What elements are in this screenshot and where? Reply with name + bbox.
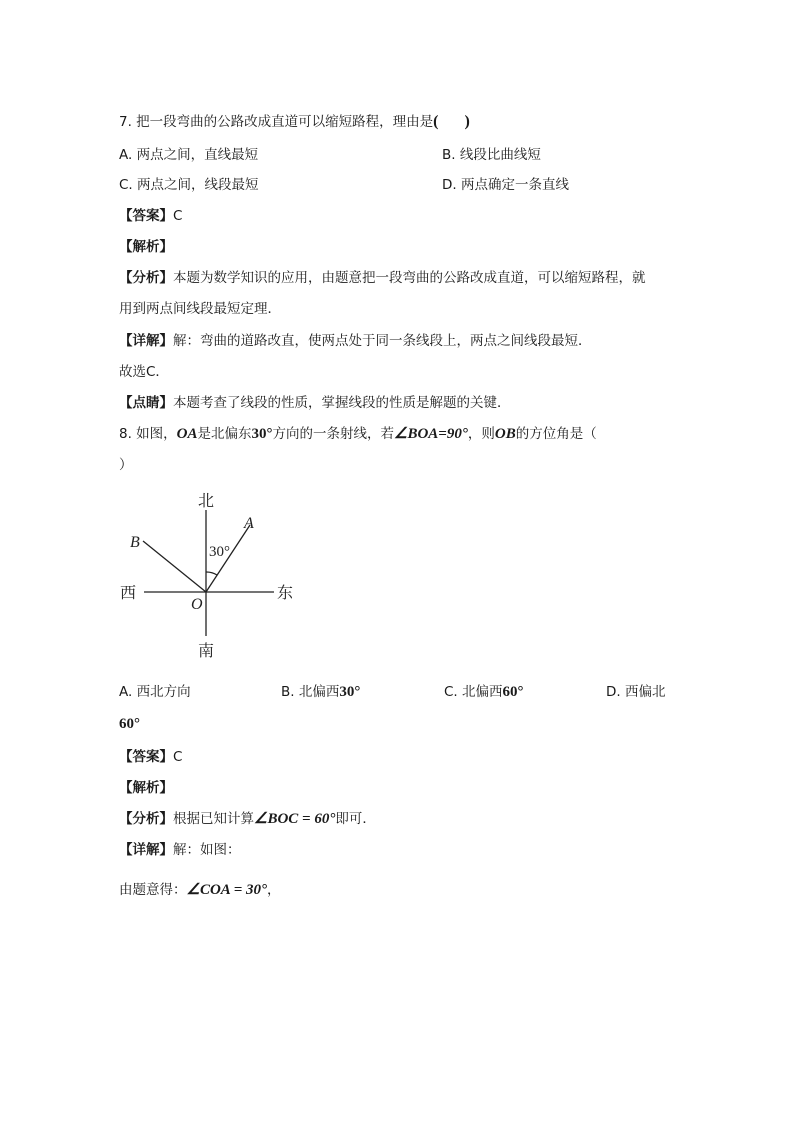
q7-option-c: C. 两点之间，线段最短	[119, 177, 259, 193]
q8-option-a: A. 西北方向	[119, 684, 191, 700]
label-west: 西	[120, 585, 137, 602]
q8-fenxi-text-1: 根据已知计算	[173, 811, 254, 827]
q8-option-b	[281, 682, 360, 702]
q8-option-c-text: C. 北偏西	[444, 684, 503, 700]
q8-stem-p1: 8. 如图，	[119, 426, 177, 442]
q8-math-boa: ∠BOA=90°	[394, 426, 468, 442]
q8-answer-tag: 【答案】	[119, 749, 173, 765]
q7-fenxi-line2: 用到两点间线段最短定理．	[119, 301, 281, 317]
label-angle-30: 30°	[209, 544, 230, 560]
label-north: 北	[198, 493, 215, 510]
q8-stem-p2: 是北偏东	[197, 426, 252, 442]
q7-stem-text: 7. 把一段弯曲的公路改成直道可以缩短路程，理由是	[119, 114, 434, 130]
q8-answer: C	[173, 749, 183, 765]
q7-answer: C	[173, 208, 183, 224]
q8-fenxi-line	[119, 809, 376, 829]
q8-option-c-math: 60°	[502, 684, 524, 700]
q7-dianjing-line	[119, 393, 511, 413]
q8-youtiyi-end: ，	[267, 882, 281, 898]
q8-youtiyi-math: ∠COA = 30°	[186, 882, 268, 898]
q8-xiangjie-tag: 【详解】	[119, 842, 173, 858]
q7-answer-tag: 【答案】	[119, 208, 173, 224]
q7-option-b: B. 线段比曲线短	[442, 147, 541, 163]
q8-stem-p3: 方向的一条射线，若	[272, 426, 395, 442]
ray-ob	[143, 541, 206, 592]
q7-paren-close: )	[464, 113, 470, 130]
q8-answer-line	[119, 747, 182, 767]
q7-conclusion: 故选C．	[119, 364, 169, 380]
q8-option-b-math: 30°	[339, 684, 361, 700]
label-point-a: A	[244, 515, 254, 532]
q7-dianjing-text: 本题考查了线段的性质，掌握线段的性质是解题的关键．	[173, 395, 511, 411]
q8-analysis-tag: 【解析】	[119, 780, 173, 796]
q7-xiangjie-text: 解：弯曲的道路改直，使两点处于同一条线段上，两点之间线段最短．	[173, 333, 592, 349]
q7-fenxi-tag: 【分析】	[119, 270, 173, 286]
q7-fenxi-text-1: 本题为数学知识的应用，由题意把一段弯曲的公路改成直道，可以缩短路程，就	[173, 270, 646, 286]
q7-xiangjie-tag: 【详解】	[119, 333, 173, 349]
q7-fenxi-line1	[119, 268, 646, 288]
label-point-b: B	[130, 534, 140, 551]
q8-option-b-text: B. 北偏西	[281, 684, 340, 700]
q8-option-c	[444, 682, 524, 702]
label-south: 南	[198, 643, 215, 660]
q8-math-ob: OB	[494, 426, 516, 442]
q7-option-a: A. 两点之间，直线最短	[119, 147, 259, 163]
q7-stem	[119, 112, 470, 132]
q7-option-d: D. 两点确定一条直线	[442, 177, 569, 193]
q8-stem-line2: ）	[119, 457, 133, 473]
label-east: 东	[277, 585, 294, 602]
q8-math-30: 30°	[251, 426, 273, 442]
q8-fenxi-text-2: 即可．	[335, 811, 376, 827]
q8-math-oa: OA	[176, 426, 198, 442]
q8-youtiyi-text: 由题意得：	[119, 882, 187, 898]
q7-analysis-tag: 【解析】	[119, 239, 173, 255]
q7-paren-open: (	[433, 113, 439, 130]
q8-stem-p5: 的方位角是（	[515, 426, 597, 442]
q8-fenxi-math: ∠BOC = 60°	[254, 811, 336, 827]
angle-arc	[206, 572, 217, 575]
q7-dianjing-tag: 【点睛】	[119, 395, 173, 411]
q8-xiangjie-line	[119, 840, 241, 860]
q8-youtiyi-line	[119, 880, 281, 900]
q8-option-d: D. 西偏北	[606, 684, 666, 700]
q8-stem	[119, 424, 597, 444]
q7-xiangjie-line	[119, 331, 592, 351]
q8-fenxi-tag: 【分析】	[119, 811, 173, 827]
q8-option-d-math: 60°	[119, 716, 140, 732]
q8-xiangjie-text: 解：如图：	[173, 842, 241, 858]
q7-answer-line	[119, 206, 182, 226]
q8-stem-p4: ，则	[467, 426, 495, 442]
compass-figure	[112, 484, 312, 664]
label-point-o: O	[191, 596, 203, 613]
